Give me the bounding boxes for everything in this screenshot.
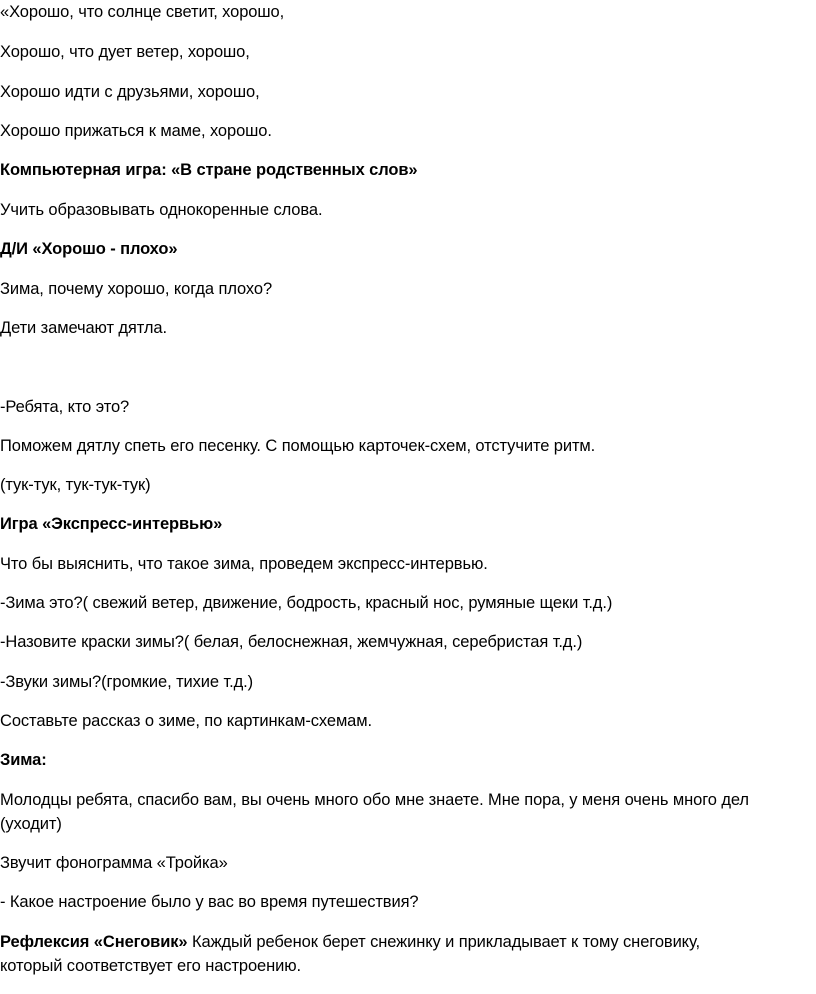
soundtrack-text: Звучит фонограмма «Тройка» <box>0 854 228 872</box>
poem-line-3: Хорошо идти с друзьями, хорошо, <box>0 83 260 101</box>
question-winter-sounds: -Звуки зимы?(громкие, тихие т.д.) <box>0 673 254 691</box>
winter-speaker-label: Зима: <box>0 751 47 769</box>
game-goal-text: Учить образовывать однокоренные слова. <box>0 201 323 219</box>
mood-question-text: - Какое настроение было у вас во время путешествия? <box>0 893 419 911</box>
poem-line-1: «Хорошо, что солнце светит, хорошо, <box>0 3 285 21</box>
reflection-heading: Рефлексия «Снеговик» <box>0 933 188 951</box>
poem-line-2: Хорошо, что дует ветер, хорошо, <box>0 43 250 61</box>
di-question-text: Зима, почему хорошо, когда плохо? <box>0 280 273 298</box>
who-is-this-text: -Ребята, кто это? <box>0 398 130 416</box>
question-what-is-winter: -Зима это?( свежий ветер, движение, бодрость, красный нос, румяные щеки т.д.) <box>0 594 613 612</box>
rhythm-text: (тук-тук, тук-тук-тук) <box>0 476 151 494</box>
woodpecker-notice-text: Дети замечают дятла. <box>0 319 167 337</box>
reflection-line-2: который соответствует его настроению. <box>0 957 302 975</box>
game-heading: Компьютерная игра: «В стране родственных слов» <box>0 161 418 179</box>
reflection-text: Каждый ребенок берет снежинку и прикладывает к тому снеговику, <box>187 933 700 951</box>
winter-speech-line-2: (уходит) <box>0 815 62 833</box>
interview-heading: Игра «Экспресс-интервью» <box>0 515 223 533</box>
help-woodpecker-text: Поможем дятлу спеть его песенку. С помощью карточек-схем, отстучите ритм. <box>0 437 596 455</box>
interview-intro-text: Что бы выяснить, что такое зима, проведем экспресс-интервью. <box>0 555 488 573</box>
question-winter-colors: -Назовите краски зимы?( белая, белоснежная, жемчужная, серебристая т.д.) <box>0 633 583 651</box>
winter-speech-line-1: Молодцы ребята, спасибо вам, вы очень много обо мне знаете. Мне пора, у меня очень много дел <box>0 791 749 809</box>
poem-line-4: Хорошо прижаться к маме, хорошо. <box>0 122 272 140</box>
story-task-text: Составьте рассказ о зиме, по картинкам-схемам. <box>0 712 372 730</box>
reflection-line-1 <box>0 930 700 954</box>
di-heading: Д/И «Хорошо - плохо» <box>0 240 178 258</box>
